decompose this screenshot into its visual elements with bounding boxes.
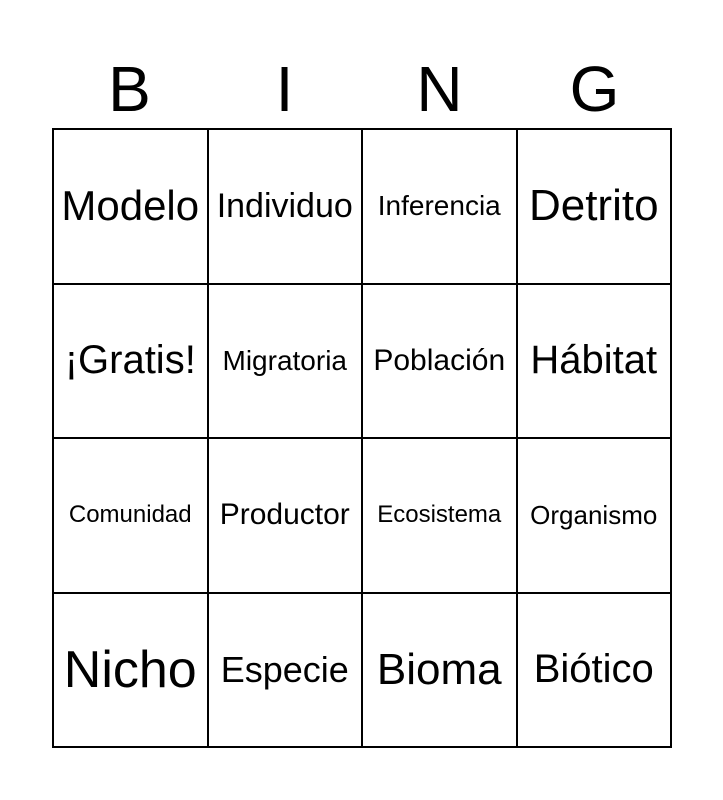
bingo-cell[interactable]: Organismo	[518, 439, 673, 594]
bingo-cell[interactable]: Bioma	[363, 594, 518, 749]
bingo-cell[interactable]: Especie	[209, 594, 364, 749]
bingo-cell[interactable]: Comunidad	[54, 439, 209, 594]
bingo-cell[interactable]: Inferencia	[363, 130, 518, 285]
bingo-cell[interactable]: Ecosistema	[363, 439, 518, 594]
bingo-cell[interactable]: Nicho	[54, 594, 209, 749]
header-letter-g: G	[569, 53, 620, 125]
bingo-cell[interactable]: Productor	[209, 439, 364, 594]
bingo-cell[interactable]: Hábitat	[518, 285, 673, 440]
bingo-cell[interactable]: Individuo	[209, 130, 364, 285]
bingo-board	[52, 128, 672, 748]
bingo-cell[interactable]: Detrito	[518, 130, 673, 285]
bingo-cell-free[interactable]: ¡Gratis!	[54, 285, 209, 440]
bingo-cell[interactable]: Población	[363, 285, 518, 440]
header-letter-i: I	[275, 53, 294, 125]
bingo-cell[interactable]: Biótico	[518, 594, 673, 749]
bingo-cell[interactable]: Migratoria	[209, 285, 364, 440]
header-letter-b: B	[108, 53, 151, 125]
bingo-header	[52, 50, 672, 128]
bingo-cell[interactable]: Modelo	[54, 130, 209, 285]
header-letter-n: N	[416, 53, 463, 125]
